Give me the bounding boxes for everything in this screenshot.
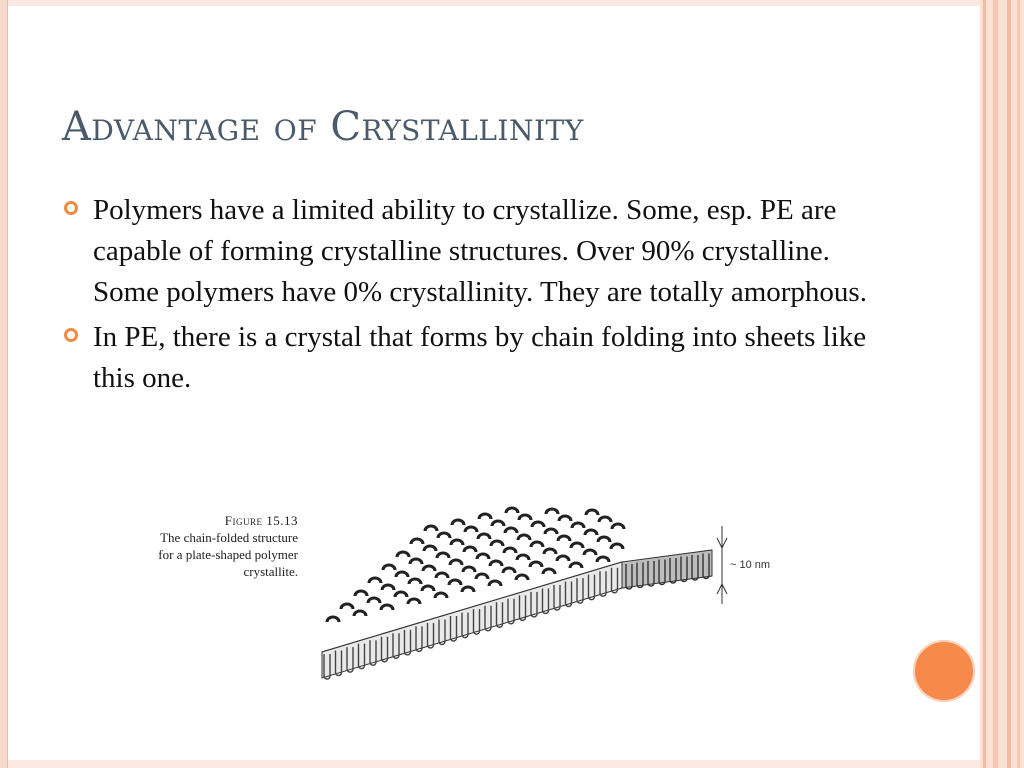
fold-loop-icon [543,569,555,574]
fold-loop-icon [570,563,582,568]
fold-loop-icon [327,617,339,622]
bullet-marker-icon [64,328,78,342]
fold-loop-icon [599,517,611,522]
bullet-item [64,317,894,399]
fold-loop-icon [490,561,502,566]
bullet-text: In PE, there is a crystal that forms by chain folding into sheets like this one. [93,321,867,394]
fold-loop-icon [422,586,434,591]
dimension-marker [717,526,770,604]
fold-loop-icon [479,514,491,519]
fold-loop-icon [381,605,393,610]
fold-loop-icon [518,535,530,540]
fold-loop-icon [436,573,448,578]
fold-loop-icon [585,530,597,535]
fold-loop-icon [532,522,544,527]
bullet-marker-icon [64,201,78,215]
fold-loop-icon [476,574,488,579]
fold-loop-icon [572,523,584,528]
fold-loop-icon [450,560,462,565]
fold-loop-icon [354,611,366,616]
fold-loop-icon [395,592,407,597]
fold-loop-icon [341,604,353,609]
bullet-text: Polymers have a limited ability to crystallize. Some, esp. PE are capable of forming crystalline structures. Over 90% crystalline. Some polymers have 0% crystallinity. They are totally amorphous. [93,194,867,308]
fold-loop-icon [559,516,571,521]
bullet-list [64,190,894,403]
slide-frame-top [8,0,980,6]
fold-loop-icon [368,598,380,603]
fold-loop-icon [408,599,420,604]
fold-loop-icon [411,539,423,544]
fold-loop-icon [452,520,464,525]
fold-loop-icon [504,548,516,553]
slide-frame-bottom [8,760,980,768]
right-stripe [983,0,986,768]
fold-loop-icon [503,568,515,573]
fold-loop-icon [531,542,543,547]
fold-loop-icon [505,528,517,533]
fold-loop-icon [462,587,474,592]
fold-loop-icon [451,540,463,545]
figure-label: Figure 15.13 [224,513,298,528]
fold-loop-icon [423,566,435,571]
fold-loop-icon [544,549,556,554]
fold-loop-icon [598,537,610,542]
fold-loop-icon [437,553,449,558]
fold-loop-icon [586,510,598,515]
fold-loop-icon [545,529,557,534]
fold-loop-icon [492,521,504,526]
fold-loop-icon [478,534,490,539]
slide-frame-left [0,0,8,768]
fold-loop-icon [597,557,609,562]
fold-loop-icon [449,580,461,585]
fold-loop-icon [519,515,531,520]
fold-loop-icon [558,536,570,541]
fold-loop-icon [383,565,395,570]
fold-loop-icon [424,546,436,551]
chain-fold-loops [327,508,624,622]
fold-loop-icon [465,527,477,532]
fold-loop-icon [410,559,422,564]
fold-loop-icon [397,552,409,557]
fold-loop-icon [409,579,421,584]
fold-loop-icon [477,554,489,559]
fold-loop-icon [491,541,503,546]
fold-loop-icon [463,567,475,572]
fold-loop-icon [355,591,367,596]
fold-loop-icon [546,509,558,514]
figure-caption-text: The chain-folded structure for a plate-shaped polymer crystallite. [158,530,298,579]
right-stripe [1007,0,1011,768]
fold-loop-icon [489,581,501,586]
bullet-item [64,190,894,313]
fold-loop-icon [557,556,569,561]
fold-loop-icon [506,508,518,513]
fold-loop-icon [612,524,624,529]
fold-loop-icon [438,533,450,538]
right-stripe [1017,0,1020,768]
chain-folded-crystallite-illustration [152,500,772,710]
fold-loop-icon [435,593,447,598]
fold-loop-icon [571,543,583,548]
fold-loop-icon [530,562,542,567]
fold-loop-icon [517,555,529,560]
fold-loop-icon [382,585,394,590]
fold-loop-icon [396,572,408,577]
accent-circle [913,640,975,702]
fold-loop-icon [369,578,381,583]
fold-loop-icon [611,544,623,549]
right-stripe [993,0,998,768]
slide-title: Advantage of Crystallinity [62,104,584,150]
fold-loop-icon [584,550,596,555]
fold-loop-icon [425,526,437,531]
dimension-label: ~ 10 nm [730,559,771,571]
lamella-slab [322,550,712,679]
fold-loop-icon [516,575,528,580]
fold-loop-icon [464,547,476,552]
